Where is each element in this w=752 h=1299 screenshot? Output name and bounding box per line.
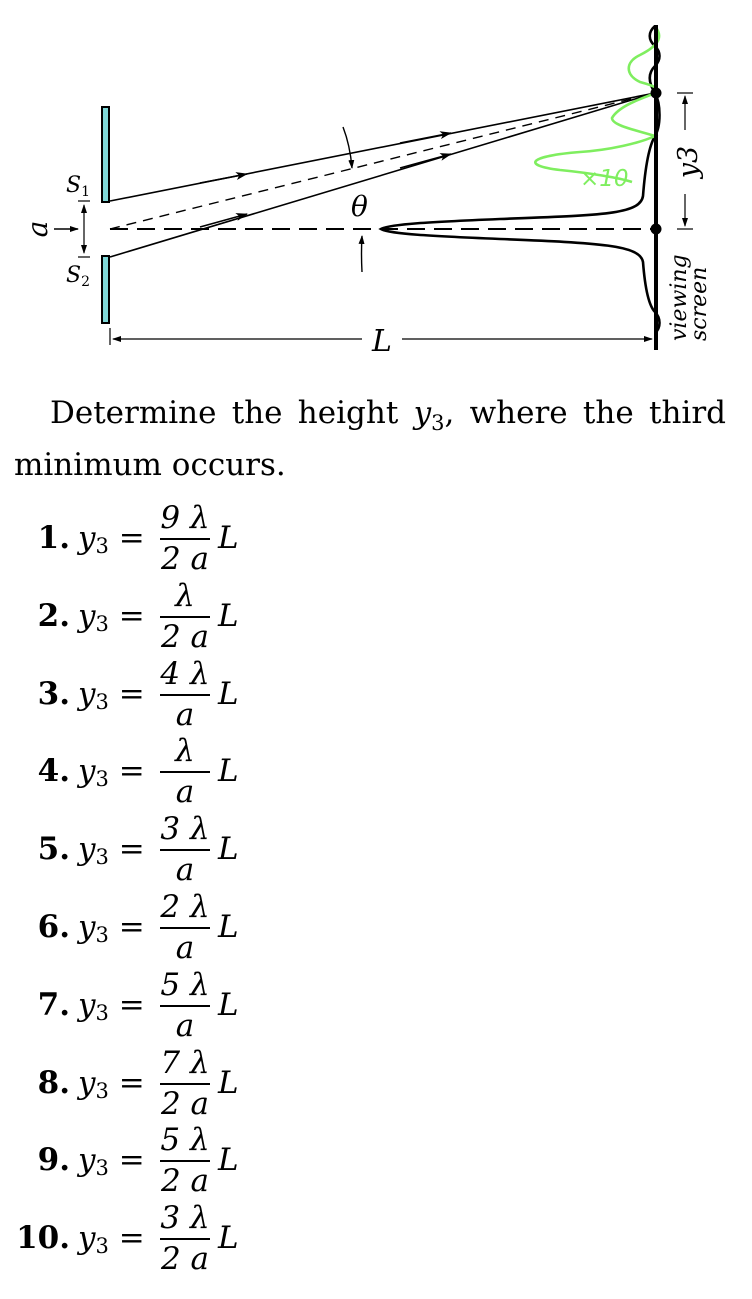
option-equals: = <box>108 520 145 556</box>
theta-arrow-lower <box>362 236 363 272</box>
option-lhs <box>78 1220 145 1258</box>
option-lhs <box>78 1142 145 1180</box>
fraction-bar <box>160 538 210 540</box>
ray-from-s2 <box>110 93 655 257</box>
option-fraction <box>160 733 210 811</box>
fraction-numerator: 9 λ <box>160 500 210 536</box>
fraction-numerator: λ <box>175 733 195 770</box>
option-subscript: 3 <box>95 1078 109 1103</box>
ray-arrow-3 <box>400 133 451 143</box>
fraction-bar <box>160 1238 210 1240</box>
answer-option[interactable] <box>0 1045 400 1123</box>
question-variable: y <box>413 395 432 431</box>
fraction-numerator: 5 λ <box>160 1122 210 1159</box>
slit-s1-label: S1 <box>66 173 90 200</box>
answer-option[interactable] <box>0 967 400 1045</box>
fraction-numerator: 7 λ <box>160 1044 210 1081</box>
viewing-label: viewing <box>667 254 692 341</box>
fraction-denominator: a <box>175 852 195 889</box>
fraction-numerator: λ <box>175 577 195 614</box>
option-lhs <box>78 831 145 869</box>
option-equals: = <box>108 1142 145 1179</box>
answer-option[interactable] <box>0 1122 400 1200</box>
fraction-bar <box>160 616 210 618</box>
option-subscript: 3 <box>95 689 109 714</box>
option-subscript: 3 <box>95 923 109 947</box>
question-variable-subscript: 3 <box>431 411 445 436</box>
fraction-denominator: 2 a <box>160 1085 210 1122</box>
magnification-label: ×10 <box>580 166 629 192</box>
fraction-numerator: 2 λ <box>160 889 210 925</box>
question-text <box>14 392 726 486</box>
fraction-denominator: 2 a <box>160 618 210 655</box>
center-dot <box>651 224 662 235</box>
option-equals: = <box>108 986 145 1023</box>
option-fraction <box>160 1122 210 1200</box>
theta-arrow-upper <box>343 127 352 168</box>
option-lhs <box>78 987 145 1025</box>
option-rhs: L <box>218 753 239 790</box>
option-number: 5. <box>37 831 70 868</box>
fraction-bar <box>160 771 210 773</box>
option-rhs: L <box>218 1220 239 1257</box>
option-variable: y <box>78 986 96 1023</box>
answer-option[interactable] <box>0 889 400 967</box>
option-fraction <box>160 889 210 967</box>
option-subscript: 3 <box>95 767 109 792</box>
screen-label: screen <box>687 266 712 341</box>
option-lhs <box>78 1065 145 1103</box>
option-variable: y <box>78 1064 96 1101</box>
separation-label: a <box>21 220 54 238</box>
fraction-bar <box>160 1160 210 1162</box>
fraction-bar <box>160 1083 210 1085</box>
option-variable: y <box>78 520 96 556</box>
fraction-denominator: a <box>175 1007 195 1044</box>
theta-label: θ <box>351 190 368 223</box>
option-equals: = <box>108 597 145 634</box>
option-variable: y <box>78 597 96 634</box>
option-number: 4. <box>37 753 70 790</box>
option-rhs: L <box>218 520 239 556</box>
option-equals: = <box>108 831 145 868</box>
ray-from-s1 <box>110 93 655 201</box>
fraction-numerator: 3 λ <box>160 811 210 848</box>
fraction-denominator: a <box>175 930 195 966</box>
fraction-numerator: 5 λ <box>160 966 210 1003</box>
option-number: 1. <box>37 520 70 556</box>
option-lhs <box>78 676 145 714</box>
ray-arrow-4 <box>400 154 451 168</box>
option-number: 9. <box>37 1142 70 1179</box>
answer-option[interactable] <box>0 656 400 734</box>
option-variable: y <box>78 753 96 790</box>
option-variable: y <box>78 675 96 712</box>
option-number: 7. <box>37 986 70 1023</box>
option-variable: y <box>78 1220 96 1257</box>
answer-option[interactable] <box>0 733 400 811</box>
option-rhs: L <box>218 909 239 945</box>
option-equals: = <box>108 1064 145 1101</box>
option-rhs: L <box>218 831 239 868</box>
option-fraction <box>160 967 210 1045</box>
option-fraction <box>160 1045 210 1123</box>
double-slit-diagram <box>0 0 752 370</box>
option-fraction <box>160 578 210 656</box>
option-fraction <box>160 1200 210 1278</box>
question-after: , where the third minimum occurs. <box>14 395 726 484</box>
slit-s2-label: S2 <box>66 263 90 290</box>
option-variable: y <box>78 1142 96 1179</box>
fraction-numerator: 3 λ <box>160 1200 210 1237</box>
option-subscript: 3 <box>95 611 109 636</box>
option-number: 3. <box>37 675 70 712</box>
fraction-denominator: 2 a <box>160 1163 210 1200</box>
option-rhs: L <box>218 1064 239 1101</box>
answer-option[interactable] <box>0 500 400 578</box>
answer-option[interactable] <box>0 578 400 656</box>
option-subscript: 3 <box>95 534 109 558</box>
fraction-bar <box>160 694 210 696</box>
option-number: 10. <box>16 1220 70 1257</box>
option-lhs <box>78 598 145 636</box>
third-minimum-dot <box>651 88 662 99</box>
option-subscript: 3 <box>95 1000 109 1025</box>
option-lhs <box>78 909 145 947</box>
fraction-bar <box>160 927 210 929</box>
option-variable: y <box>78 831 96 868</box>
answer-option[interactable] <box>0 811 400 889</box>
option-rhs: L <box>218 597 239 634</box>
answer-option[interactable] <box>0 1200 400 1278</box>
option-fraction <box>160 656 210 734</box>
option-subscript: 3 <box>95 845 109 870</box>
fraction-denominator: a <box>175 774 195 811</box>
option-number: 8. <box>37 1064 70 1101</box>
lower-slit-barrier <box>102 256 109 323</box>
fraction-bar <box>160 1005 210 1007</box>
option-subscript: 3 <box>95 1156 109 1181</box>
option-equals: = <box>108 909 145 945</box>
option-fraction <box>160 500 210 578</box>
option-rhs: L <box>218 1142 239 1179</box>
y3-label: y3 <box>673 145 704 179</box>
option-rhs: L <box>218 986 239 1023</box>
ray-from-midpoint <box>110 93 655 229</box>
fraction-denominator: a <box>175 696 195 733</box>
option-subscript: 3 <box>95 1234 109 1259</box>
option-lhs <box>78 520 145 558</box>
fraction-numerator: 4 λ <box>160 655 210 692</box>
option-variable: y <box>78 909 96 945</box>
ray-arrow-2 <box>200 214 247 227</box>
fraction-denominator: 2 a <box>160 1241 210 1278</box>
option-number: 6. <box>37 909 70 945</box>
ray-arrow-1 <box>200 174 247 183</box>
question-before: Determine the height <box>50 395 414 431</box>
fraction-denominator: 2 a <box>160 541 210 577</box>
option-equals: = <box>108 753 145 790</box>
option-number: 2. <box>37 597 70 634</box>
upper-slit-barrier <box>102 107 109 202</box>
option-lhs <box>78 753 145 791</box>
distance-label: L <box>372 324 392 359</box>
option-fraction <box>160 811 210 889</box>
option-equals: = <box>108 1220 145 1257</box>
option-equals: = <box>108 675 145 712</box>
fraction-bar <box>160 849 210 851</box>
option-rhs: L <box>218 675 239 712</box>
